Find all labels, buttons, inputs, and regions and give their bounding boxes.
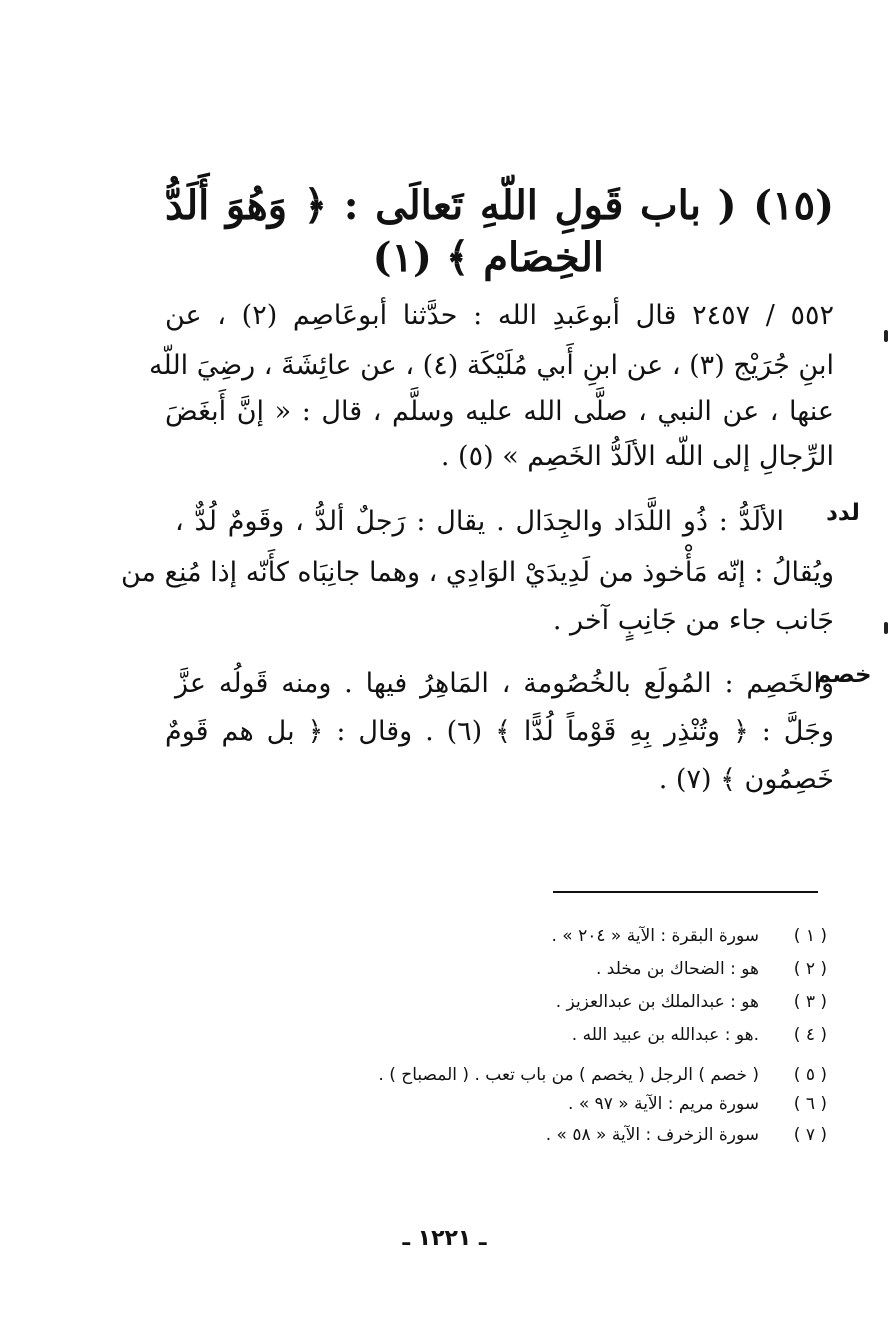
footnote-number: ( ٤ ) xyxy=(793,1025,827,1045)
hadith-line-3: عنها ، عن النبي ، صلَّى الله عليه وسلَّم ، قال : « إنَّ أَبغَضَ xyxy=(165,396,834,427)
footnote-text: .هو : عبدالله بن عبيد الله . xyxy=(571,1025,759,1045)
footnote-text: سورة الزخرف : الآية « ٥٨ » . xyxy=(545,1125,759,1145)
margin-gloss-word-khasm: خصم xyxy=(814,662,872,688)
footnote-number: ( ٧ ) xyxy=(793,1125,827,1145)
page-number: ـ ١٢٢١ ـ xyxy=(402,1226,487,1251)
gloss2-line-1: والخَصِم : المُولَع بالخُصُومة ، المَاهِرُ فيها . ومنه قَولُه عزَّ xyxy=(175,668,834,699)
footnote-6 xyxy=(568,1093,827,1115)
footnote-3 xyxy=(556,991,827,1013)
footnote-text: هو : الضحاك بن مخلد . xyxy=(595,959,759,979)
gloss2-line-3: خَصِمُون ﴾ (٧) . xyxy=(658,764,834,795)
margin-gloss-word-ladad: لدد xyxy=(826,500,860,526)
footnote-4 xyxy=(572,1024,827,1046)
hadith-line-4: الرِّجالِ إلى اللّه الألَدُّ الخَصِم » (٥) . xyxy=(440,441,834,472)
gloss1-line-3: جَانب جاء من جَانِبٍ آخر . xyxy=(552,605,834,636)
footnote-text: هو : عبدالملك بن عبدالعزيز . xyxy=(555,992,759,1012)
footnote-text: سورة مريم : الآية « ٩٧ » . xyxy=(568,1094,759,1114)
chapter-heading-line-2: الخِصَام ﴾ (١) xyxy=(372,234,604,281)
scan-edge-mark xyxy=(884,330,888,342)
footnote-7 xyxy=(546,1124,827,1146)
chapter-heading-line-1: (١٥) ( باب قَولِ اللّهِ تَعالَى : ﴿ وَهُوَ أَلَدُّ xyxy=(165,182,834,229)
gloss2-line-2: وجَلَّ : ﴿ وتُنْذِر بِهِ قَوْماً لُدًّا ﴾ (٦) . وقال : ﴿ بل هم قَومٌ xyxy=(165,716,834,747)
footnote-2 xyxy=(596,958,827,980)
footnote-text: ( خصم ) الرجل ( يخصم ) من باب تعب . ( المصباح ) . xyxy=(378,1065,759,1085)
gloss1-line-1: الألَدُّ : ذُو اللَّدَاد والجِدَال . يقال : رَجلٌ ألدُّ ، وقَومٌ لُدٌّ ، xyxy=(175,506,784,537)
footnote-number: ( ٦ ) xyxy=(793,1094,827,1114)
scan-edge-mark xyxy=(884,622,888,634)
footnote-separator xyxy=(553,891,818,893)
footnote-number: ( ٢ ) xyxy=(793,959,827,979)
footnote-text: سورة البقرة : الآية « ٢٠٤ » . xyxy=(551,926,759,946)
gloss1-line-2: ويُقالُ : إنّه مَأْخوذ من لَدِيدَيْ الوَادِي ، وهما جانِبَاه كأَنّه إذا مُنِع من xyxy=(120,557,834,588)
footnote-number: ( ٣ ) xyxy=(793,992,827,1012)
footnote-5 xyxy=(378,1064,827,1086)
hadith-line-2: ابنِ جُرَيْج (٣) ، عن ابنِ أَبي مُلَيْكَة (٤) ، عن عائِشَةَ ، رضِيَ اللّه xyxy=(149,350,834,381)
footnote-number: ( ٥ ) xyxy=(793,1065,827,1085)
footnote-1 xyxy=(551,925,827,947)
footnote-number: ( ١ ) xyxy=(793,926,827,946)
hadith-line-1: ٥٥٢ / ٢٤٥٧ قال أبوعَبدِ الله : حدَّثنا أبوعَاصِم (٢) ، عن xyxy=(165,300,835,331)
